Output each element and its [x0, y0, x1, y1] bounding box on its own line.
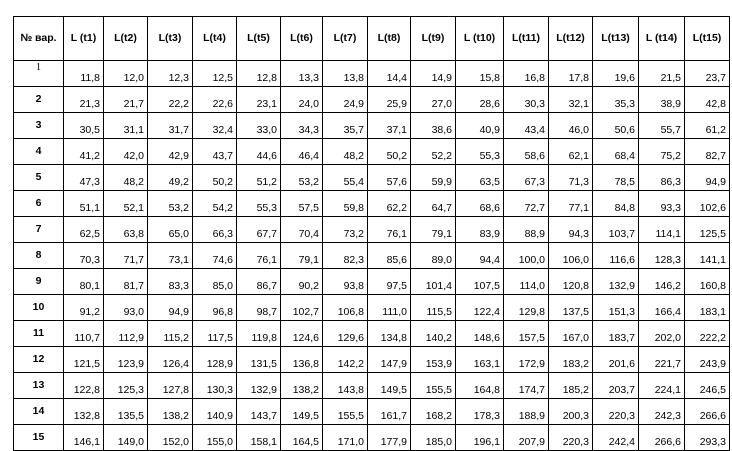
value-cell: 107,5	[456, 269, 504, 295]
value-cell: 71,3	[549, 165, 593, 191]
variant-number-cell: 1	[14, 61, 64, 87]
value-cell: 183,1	[685, 295, 730, 321]
table-row	[14, 425, 730, 451]
value-cell: 115,2	[148, 321, 193, 347]
value-cell: 37,1	[368, 113, 411, 139]
value-cell: 94,9	[685, 165, 730, 191]
value-cell: 200,3	[549, 399, 593, 425]
value-cell: 143,7	[237, 399, 281, 425]
value-cell: 135,5	[104, 399, 148, 425]
value-cell: 55,7	[639, 113, 685, 139]
value-cell: 146,2	[639, 269, 685, 295]
value-cell: 13,3	[281, 61, 323, 87]
value-cell: 115,5	[411, 295, 456, 321]
value-cell: 38,9	[639, 87, 685, 113]
value-cell: 55,3	[237, 191, 281, 217]
value-cell: 172,9	[504, 347, 549, 373]
value-cell: 132,9	[593, 269, 639, 295]
value-cell: 185,2	[549, 373, 593, 399]
value-cell: 112,9	[104, 321, 148, 347]
value-cell: 58,6	[504, 139, 549, 165]
value-cell: 57,6	[368, 165, 411, 191]
value-cell: 41,2	[64, 139, 104, 165]
page-edge-fragment	[704, 0, 726, 6]
value-cell: 129,8	[504, 295, 549, 321]
value-cell: 161,7	[368, 399, 411, 425]
value-cell: 55,3	[456, 139, 504, 165]
value-cell: 94,9	[148, 295, 193, 321]
value-cell: 119,8	[237, 321, 281, 347]
value-cell: 129,6	[323, 321, 368, 347]
table-row	[14, 191, 730, 217]
value-cell: 43,7	[193, 139, 237, 165]
value-cell: 242,3	[639, 399, 685, 425]
value-cell: 127,8	[148, 373, 193, 399]
value-cell: 42,0	[104, 139, 148, 165]
value-cell: 44,6	[237, 139, 281, 165]
value-cell: 65,0	[148, 217, 193, 243]
value-cell: 222,2	[685, 321, 730, 347]
value-cell: 68,6	[456, 191, 504, 217]
value-cell: 62,5	[64, 217, 104, 243]
value-cell: 42,9	[148, 139, 193, 165]
value-cell: 19,6	[593, 61, 639, 87]
value-cell: 130,3	[193, 373, 237, 399]
value-cell: 103,7	[593, 217, 639, 243]
value-cell: 12,0	[104, 61, 148, 87]
value-cell: 114,0	[504, 269, 549, 295]
value-cell: 61,2	[685, 113, 730, 139]
value-cell: 266,6	[685, 399, 730, 425]
value-cell: 52,2	[411, 139, 456, 165]
value-cell: 242,4	[593, 425, 639, 451]
table-row	[14, 243, 730, 269]
value-cell: 76,1	[237, 243, 281, 269]
value-cell: 73,1	[148, 243, 193, 269]
value-cell: 50,6	[593, 113, 639, 139]
value-cell: 177,9	[368, 425, 411, 451]
value-cell: 155,0	[193, 425, 237, 451]
value-cell: 243,9	[685, 347, 730, 373]
value-cell: 35,7	[323, 113, 368, 139]
header-l-t12: L(t12)	[549, 17, 593, 61]
value-cell: 35,3	[593, 87, 639, 113]
value-cell: 51,2	[237, 165, 281, 191]
value-cell: 51,1	[64, 191, 104, 217]
value-cell: 94,3	[549, 217, 593, 243]
value-cell: 125,5	[685, 217, 730, 243]
value-cell: 62,2	[368, 191, 411, 217]
variant-number-cell: 4	[14, 139, 64, 165]
value-cell: 15,8	[456, 61, 504, 87]
value-cell: 124,6	[281, 321, 323, 347]
value-cell: 149,0	[104, 425, 148, 451]
value-cell: 57,5	[281, 191, 323, 217]
value-cell: 93,8	[323, 269, 368, 295]
value-cell: 63,5	[456, 165, 504, 191]
value-cell: 53,2	[281, 165, 323, 191]
value-cell: 140,2	[411, 321, 456, 347]
value-cell: 70,3	[64, 243, 104, 269]
value-cell: 188,9	[504, 399, 549, 425]
header-l-t4: L(t4)	[193, 17, 237, 61]
value-cell: 121,5	[64, 347, 104, 373]
value-cell: 67,7	[237, 217, 281, 243]
value-cell: 80,1	[64, 269, 104, 295]
value-cell: 14,9	[411, 61, 456, 87]
value-cell: 149,5	[368, 373, 411, 399]
value-cell: 116,6	[593, 243, 639, 269]
header-l-t9: L(t9)	[411, 17, 456, 61]
value-cell: 185,0	[411, 425, 456, 451]
value-cell: 63,8	[104, 217, 148, 243]
value-cell: 171,0	[323, 425, 368, 451]
value-cell: 164,5	[281, 425, 323, 451]
value-cell: 143,8	[323, 373, 368, 399]
variant-number-cell: 13	[14, 373, 64, 399]
value-cell: 86,3	[639, 165, 685, 191]
value-cell: 31,7	[148, 113, 193, 139]
header-l-t11: L(t11)	[504, 17, 549, 61]
value-cell: 111,0	[368, 295, 411, 321]
value-cell: 138,2	[281, 373, 323, 399]
value-cell: 38,6	[411, 113, 456, 139]
value-cell: 97,5	[368, 269, 411, 295]
value-cell: 158,1	[237, 425, 281, 451]
value-cell: 221,7	[639, 347, 685, 373]
value-cell: 75,2	[639, 139, 685, 165]
table-header-row	[14, 17, 730, 61]
value-cell: 160,8	[685, 269, 730, 295]
value-cell: 76,1	[368, 217, 411, 243]
variant-number-cell: 3	[14, 113, 64, 139]
value-cell: 164,8	[456, 373, 504, 399]
value-cell: 72,7	[504, 191, 549, 217]
value-cell: 85,6	[368, 243, 411, 269]
value-cell: 22,6	[193, 87, 237, 113]
value-cell: 83,3	[148, 269, 193, 295]
value-cell: 14,4	[368, 61, 411, 87]
value-cell: 67,3	[504, 165, 549, 191]
value-cell: 141,1	[685, 243, 730, 269]
value-cell: 151,3	[593, 295, 639, 321]
value-cell: 132,8	[64, 399, 104, 425]
value-cell: 11,8	[64, 61, 104, 87]
value-cell: 66,3	[193, 217, 237, 243]
value-cell: 157,5	[504, 321, 549, 347]
variant-number-cell: 2	[14, 87, 64, 113]
value-cell: 55,4	[323, 165, 368, 191]
value-cell: 178,3	[456, 399, 504, 425]
header-variant-number: № вар.	[14, 17, 64, 61]
value-cell: 13,8	[323, 61, 368, 87]
variant-number-cell: 11	[14, 321, 64, 347]
value-cell: 137,5	[549, 295, 593, 321]
value-cell: 90,2	[281, 269, 323, 295]
value-cell: 82,3	[323, 243, 368, 269]
value-cell: 126,4	[148, 347, 193, 373]
value-cell: 101,4	[411, 269, 456, 295]
value-cell: 166,4	[639, 295, 685, 321]
table-row	[14, 269, 730, 295]
value-cell: 155,5	[411, 373, 456, 399]
header-l-t13: L(t13)	[593, 17, 639, 61]
value-cell: 32,4	[193, 113, 237, 139]
header-l-t10: L (t10)	[456, 17, 504, 61]
table-row	[14, 113, 730, 139]
value-cell: 167,0	[549, 321, 593, 347]
value-cell: 28,6	[456, 87, 504, 113]
value-cell: 91,2	[64, 295, 104, 321]
value-cell: 21,3	[64, 87, 104, 113]
value-cell: 138,2	[148, 399, 193, 425]
variant-number-cell: 5	[14, 165, 64, 191]
value-cell: 32,1	[549, 87, 593, 113]
value-cell: 110,7	[64, 321, 104, 347]
value-cell: 94,4	[456, 243, 504, 269]
value-cell: 34,3	[281, 113, 323, 139]
value-cell: 128,9	[193, 347, 237, 373]
value-cell: 79,1	[281, 243, 323, 269]
value-cell: 183,7	[593, 321, 639, 347]
value-cell: 48,2	[104, 165, 148, 191]
header-l-t5: L(t5)	[237, 17, 281, 61]
value-cell: 84,8	[593, 191, 639, 217]
value-cell: 21,5	[639, 61, 685, 87]
value-cell: 81,7	[104, 269, 148, 295]
value-cell: 125,3	[104, 373, 148, 399]
value-cell: 74,6	[193, 243, 237, 269]
value-cell: 12,8	[237, 61, 281, 87]
header-l-t8: L(t8)	[368, 17, 411, 61]
table-body	[14, 61, 730, 451]
value-cell: 128,3	[639, 243, 685, 269]
header-l-t1: L (t1)	[64, 17, 104, 61]
value-cell: 78,5	[593, 165, 639, 191]
header-l-t2: L(t2)	[104, 17, 148, 61]
value-cell: 147,9	[368, 347, 411, 373]
variant-number-cell: 9	[14, 269, 64, 295]
value-cell: 70,4	[281, 217, 323, 243]
value-cell: 85,0	[193, 269, 237, 295]
value-cell: 23,7	[685, 61, 730, 87]
value-cell: 163,1	[456, 347, 504, 373]
header-l-t3: L(t3)	[148, 17, 193, 61]
value-cell: 88,9	[504, 217, 549, 243]
value-cell: 31,1	[104, 113, 148, 139]
table-row	[14, 399, 730, 425]
header-l-t6: L(t6)	[281, 17, 323, 61]
value-cell: 131,5	[237, 347, 281, 373]
value-cell: 59,8	[323, 191, 368, 217]
value-cell: 30,3	[504, 87, 549, 113]
value-cell: 246,5	[685, 373, 730, 399]
value-cell: 54,2	[193, 191, 237, 217]
table-row	[14, 61, 730, 87]
value-cell: 122,4	[456, 295, 504, 321]
table-row	[14, 295, 730, 321]
table-row	[14, 321, 730, 347]
value-cell: 49,2	[148, 165, 193, 191]
value-cell: 140,9	[193, 399, 237, 425]
value-cell: 220,3	[593, 399, 639, 425]
header-l-t14: L (t14)	[639, 17, 685, 61]
value-cell: 293,3	[685, 425, 730, 451]
table-row	[14, 217, 730, 243]
value-cell: 40,9	[456, 113, 504, 139]
value-cell: 196,1	[456, 425, 504, 451]
value-cell: 50,2	[193, 165, 237, 191]
value-cell: 12,3	[148, 61, 193, 87]
table-row	[14, 87, 730, 113]
table-row	[14, 347, 730, 373]
value-cell: 201,6	[593, 347, 639, 373]
value-cell: 71,7	[104, 243, 148, 269]
value-cell: 96,8	[193, 295, 237, 321]
variant-number-cell: 15	[14, 425, 64, 451]
value-cell: 106,0	[549, 243, 593, 269]
header-l-t7: L(t7)	[323, 17, 368, 61]
value-cell: 183,2	[549, 347, 593, 373]
value-cell: 24,9	[323, 87, 368, 113]
value-cell: 203,7	[593, 373, 639, 399]
variant-number-cell: 14	[14, 399, 64, 425]
value-cell: 73,2	[323, 217, 368, 243]
value-cell: 77,1	[549, 191, 593, 217]
table-row	[14, 139, 730, 165]
value-cell: 83,9	[456, 217, 504, 243]
variants-table	[13, 16, 730, 451]
value-cell: 79,1	[411, 217, 456, 243]
value-cell: 33,0	[237, 113, 281, 139]
value-cell: 148,6	[456, 321, 504, 347]
value-cell: 62,1	[549, 139, 593, 165]
value-cell: 134,8	[368, 321, 411, 347]
value-cell: 122,8	[64, 373, 104, 399]
value-cell: 168,2	[411, 399, 456, 425]
value-cell: 52,1	[104, 191, 148, 217]
variant-number-cell: 6	[14, 191, 64, 217]
value-cell: 24,0	[281, 87, 323, 113]
value-cell: 207,9	[504, 425, 549, 451]
value-cell: 123,9	[104, 347, 148, 373]
value-cell: 266,6	[639, 425, 685, 451]
value-cell: 27,0	[411, 87, 456, 113]
value-cell: 89,0	[411, 243, 456, 269]
value-cell: 106,8	[323, 295, 368, 321]
value-cell: 153,9	[411, 347, 456, 373]
value-cell: 202,0	[639, 321, 685, 347]
value-cell: 114,1	[639, 217, 685, 243]
value-cell: 25,9	[368, 87, 411, 113]
variant-number-cell: 7	[14, 217, 64, 243]
value-cell: 155,5	[323, 399, 368, 425]
value-cell: 132,9	[237, 373, 281, 399]
value-cell: 146,1	[64, 425, 104, 451]
value-cell: 43,4	[504, 113, 549, 139]
value-cell: 42,8	[685, 87, 730, 113]
value-cell: 102,7	[281, 295, 323, 321]
value-cell: 50,2	[368, 139, 411, 165]
header-l-t15: L(t15)	[685, 17, 730, 61]
value-cell: 46,4	[281, 139, 323, 165]
value-cell: 102,6	[685, 191, 730, 217]
value-cell: 93,3	[639, 191, 685, 217]
variant-number-cell: 10	[14, 295, 64, 321]
value-cell: 136,8	[281, 347, 323, 373]
value-cell: 149,5	[281, 399, 323, 425]
value-cell: 64,7	[411, 191, 456, 217]
value-cell: 16,8	[504, 61, 549, 87]
value-cell: 22,2	[148, 87, 193, 113]
value-cell: 224,1	[639, 373, 685, 399]
value-cell: 142,2	[323, 347, 368, 373]
value-cell: 17,8	[549, 61, 593, 87]
value-cell: 53,2	[148, 191, 193, 217]
value-cell: 220,3	[549, 425, 593, 451]
variant-number-cell: 8	[14, 243, 64, 269]
value-cell: 46,0	[549, 113, 593, 139]
value-cell: 82,7	[685, 139, 730, 165]
table-row	[14, 165, 730, 191]
value-cell: 59,9	[411, 165, 456, 191]
value-cell: 117,5	[193, 321, 237, 347]
value-cell: 98,7	[237, 295, 281, 321]
value-cell: 174,7	[504, 373, 549, 399]
value-cell: 12,5	[193, 61, 237, 87]
value-cell: 30,5	[64, 113, 104, 139]
value-cell: 47,3	[64, 165, 104, 191]
value-cell: 152,0	[148, 425, 193, 451]
value-cell: 86,7	[237, 269, 281, 295]
value-cell: 68,4	[593, 139, 639, 165]
value-cell: 48,2	[323, 139, 368, 165]
value-cell: 93,0	[104, 295, 148, 321]
value-cell: 120,8	[549, 269, 593, 295]
table-row	[14, 373, 730, 399]
variant-number-cell: 12	[14, 347, 64, 373]
value-cell: 100,0	[504, 243, 549, 269]
value-cell: 21,7	[104, 87, 148, 113]
value-cell: 23,1	[237, 87, 281, 113]
